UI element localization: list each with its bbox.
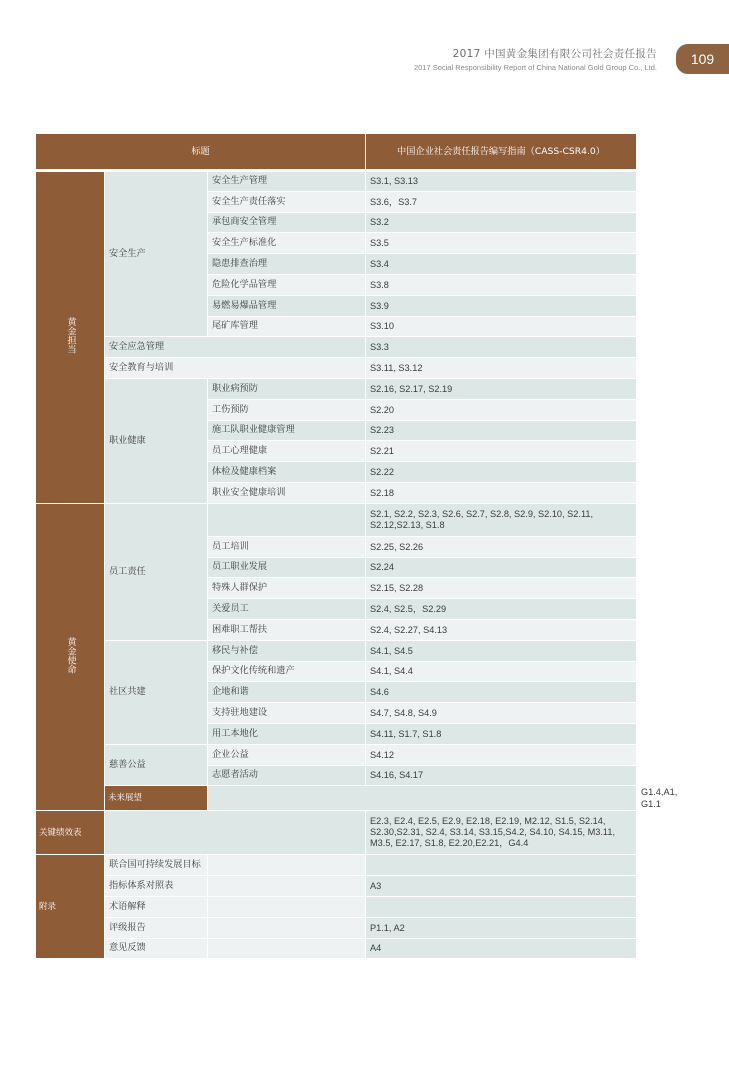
appendix-code: A4	[366, 938, 637, 959]
appendix-title: 联合国可持续发展目标	[105, 855, 208, 876]
category-label: 安全教育与培训	[105, 358, 366, 379]
item-code: E2.3, E2.4, E2.5, E2.9, E2.18, E2.19, M2.12, S1.5, S2.14, S2.30,S2.31, S2.4, S3.14, S3.15,S4.2, S4.10, S4.15, M3.11, M3.5, E2.17, S1.8, E2.20,E2.21，G4.4	[366, 811, 637, 855]
item-label: 志愿者活动	[208, 765, 366, 786]
category-label: 员工责任	[105, 503, 208, 640]
category-label: 安全生产	[105, 171, 208, 337]
item-code: S3.1, S3.13	[366, 171, 637, 192]
item-label	[208, 503, 366, 536]
item-label: 关爱员工	[208, 599, 366, 620]
appendix-code	[366, 896, 637, 917]
item-code: S4.12	[366, 744, 637, 765]
item-label: 工伤预防	[208, 399, 366, 420]
empty-cell	[208, 896, 366, 917]
item-label: 特殊人群保护	[208, 578, 366, 599]
item-label: 困难职工帮扶	[208, 619, 366, 640]
item-label: 用工本地化	[208, 723, 366, 744]
item-code: S3.9	[366, 295, 637, 316]
item-code: S2.15, S2.28	[366, 578, 637, 599]
item-code: S4.7, S4.8, S4.9	[366, 703, 637, 724]
item-code: S2.23	[366, 420, 637, 441]
category-label: 安全应急管理	[105, 337, 366, 358]
item-label: 企地和谐	[208, 682, 366, 703]
section-label: 关键绩效表	[36, 811, 105, 855]
item-code: S4.6	[366, 682, 637, 703]
item-code: S4.11, S1.7, S1.8	[366, 723, 637, 744]
item-label: 尾矿库管理	[208, 316, 366, 337]
item-label: 隐患排查治理	[208, 254, 366, 275]
item-label: 支持驻地建设	[208, 703, 366, 724]
item-code: S3.10	[366, 316, 637, 337]
item-label: 安全生产管理	[208, 171, 366, 192]
item-code: S3.11, S3.12	[366, 358, 637, 379]
item-code: S3.6，S3.7	[366, 191, 637, 212]
item-label: 施工队职业健康管理	[208, 420, 366, 441]
empty-cell	[208, 876, 366, 897]
item-label: 易燃易爆品管理	[208, 295, 366, 316]
section-label: 黄金担当	[36, 171, 105, 504]
item-label: 承包商安全管理	[208, 212, 366, 233]
empty-cell	[208, 786, 637, 811]
category-label: 慈善公益	[105, 744, 208, 786]
item-code: S2.22	[366, 462, 637, 483]
item-code: S2.4, S2.27, S4.13	[366, 619, 637, 640]
appendix-title: 评级报告	[105, 917, 208, 938]
empty-cell	[208, 917, 366, 938]
item-label: 保护文化传统和遗产	[208, 661, 366, 682]
item-label: 安全生产责任落实	[208, 191, 366, 212]
index-table: 标题 中国企业社会责任报告编写指南（CASS-CSR4.0） 黄金担当 安全生产 安全生产管理 S3.1, S3.13 安全生产责任落实 S3.6，S3.7 承包商安全管理 S3.2 安全生产标准化 S3.5 隐患排查治理 S3.4 危险化学品管理 S3.8 易燃易爆品管理 S3.9 尾矿库管理 S3.10 安全应急管理 S3.3 安全教育与培训 S3.11, S3.12 职业健康 职业病预防 S2.16, S2.17, S2.19 工伤预防 S2.20 施工队职业健康管理 S2.23 员工心理健康 S2.21 体检及健康档案 S2.22 职业安全健康培训 S2.18 黄金使命 员工责任 S2.1, S2.2, S2.3, S2.6, S2.7, S2.8, S2.9, S2.10, S2.11, S2.12,S2.13, S1.8 员工培训 S2.25, S2.26 员工职业发展 S2.24 特殊人群保护 S2.15, S2.28 关爱员工 S2.4, S2.5，S2.29 困难职工帮扶 S2.4, S2.27, S4.13 社区共建 移民与补偿 S4.1, S4.5 保护文化传统和遗产 S4.1, S4.4 企地和谐 S4.6 支持驻地建设 S4.7, S4.8, S4.9 用工本地化 S4.11, S1.7, S1.8 慈善公益 企业公益 S4.12 志愿者活动 S4.16, S4.17 未来展望 G1.4,A1, G1.1 关键绩效表 E2.3, E2.4, E2.5, E2.9, E2.18, E2.19, M2.12, S1.5, S2.14, S2.30,S2.31, S2.4, S3.14, S3.15,S4.2, S4.10, S4.15, M3.11, M3.5, E2.17, S1.8, E2.20,E2.21，G4.4 附录 联合国可持续发展目标 指标体系对照表 A3 术语解释 评级报告 P1.1, A2 意见反馈 A4	[35, 133, 637, 959]
appendix-title: 术语解释	[105, 896, 208, 917]
item-code: S2.1, S2.2, S2.3, S2.6, S2.7, S2.8, S2.9, S2.10, S2.11, S2.12,S2.13, S1.8	[366, 503, 637, 536]
section-label: 未来展望	[105, 786, 208, 811]
item-code: S2.20	[366, 399, 637, 420]
item-label: 员工职业发展	[208, 557, 366, 578]
item-code: S2.25, S2.26	[366, 536, 637, 557]
item-code: S3.3	[366, 337, 637, 358]
empty-cell	[208, 938, 366, 959]
item-label: 企业公益	[208, 744, 366, 765]
item-label: 职业安全健康培训	[208, 482, 366, 503]
section-label: 附录	[36, 855, 105, 959]
item-code: S3.4	[366, 254, 637, 275]
item-code: S4.1, S4.4	[366, 661, 637, 682]
category-label: 社区共建	[105, 640, 208, 744]
item-code: S3.8	[366, 274, 637, 295]
item-label: 职业病预防	[208, 378, 366, 399]
section-label: 黄金使命	[36, 503, 105, 811]
item-code: S4.1, S4.5	[366, 640, 637, 661]
running-header	[414, 46, 657, 72]
item-label: 体检及健康档案	[208, 462, 366, 483]
item-code: S2.21	[366, 441, 637, 462]
item-label: 员工心理健康	[208, 441, 366, 462]
empty-cell	[105, 811, 366, 855]
item-code: S2.24	[366, 557, 637, 578]
item-code: S2.4, S2.5，S2.29	[366, 599, 637, 620]
header-title-cn: 2017 中国黄金集团有限公司社会责任报告	[452, 48, 657, 60]
appendix-code	[366, 855, 637, 876]
header-title-en: 2017 Social Responsibility Report of China National Gold Group Co., Ltd.	[413, 63, 657, 72]
item-label: 移民与补偿	[208, 640, 366, 661]
item-label: 危险化学品管理	[208, 274, 366, 295]
appendix-code: A3	[366, 876, 637, 897]
page-number: 109	[676, 44, 729, 74]
item-code: S3.5	[366, 233, 637, 254]
item-code: S3.2	[366, 212, 637, 233]
column-header-title: 标题	[36, 134, 366, 171]
empty-cell	[208, 855, 366, 876]
item-code: S4.16, S4.17	[366, 765, 637, 786]
appendix-title: 意见反馈	[105, 938, 208, 959]
item-code: S2.18	[366, 482, 637, 503]
item-label: 安全生产标准化	[208, 233, 366, 254]
appendix-title: 指标体系对照表	[105, 876, 208, 897]
appendix-code: P1.1, A2	[366, 917, 637, 938]
item-label: 员工培训	[208, 536, 366, 557]
item-code: S2.16, S2.17, S2.19	[366, 378, 637, 399]
category-label: 职业健康	[105, 378, 208, 503]
column-header-guide: 中国企业社会责任报告编写指南（CASS-CSR4.0）	[366, 134, 637, 171]
